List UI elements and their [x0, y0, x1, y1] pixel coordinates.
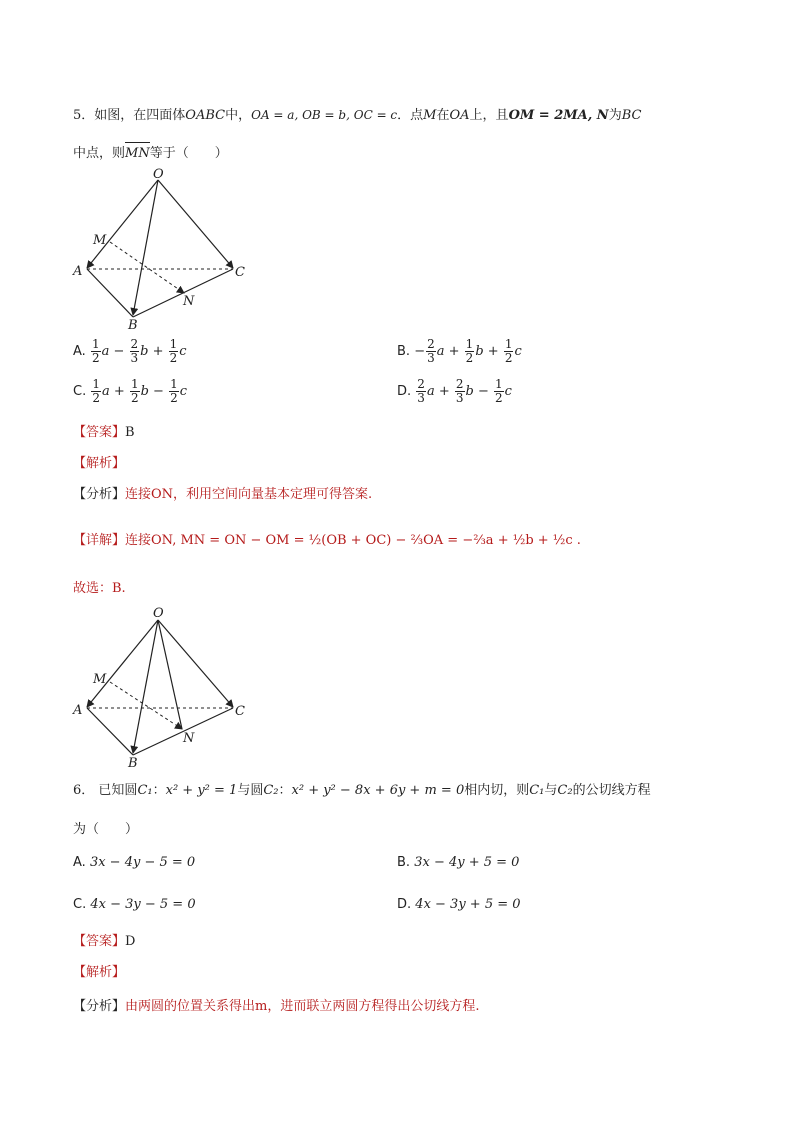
option-letter: B.	[397, 855, 411, 870]
q5-number: 5．	[73, 108, 95, 123]
option-letter: B.	[397, 344, 411, 359]
q5-option-b[interactable]: B. − $\frac{2}{3}$ a + $\frac{1}{2}$ b + $\frac{1}{2}$ c	[397, 337, 522, 365]
option-letter: A.	[73, 344, 86, 359]
fenxi-tag: 【分析】	[73, 999, 126, 1014]
q5-option-d[interactable]: D. $\frac{2}{3}$ a + $\frac{2}{3}$ b − $\frac{1}{2}$ c	[397, 377, 512, 405]
q5-xiangjie	[73, 532, 581, 550]
q5-fenxi	[73, 486, 372, 504]
q6-text: 与	[544, 783, 558, 798]
q5-answer	[73, 424, 135, 442]
q6-option-d[interactable]	[397, 897, 521, 912]
fig1-label-b: B	[128, 318, 138, 333]
q5-tetra-name: OABC	[185, 108, 226, 123]
q5-segment-bc: BC	[621, 108, 642, 123]
q5-stem-line2	[73, 145, 228, 163]
q5-option-a[interactable]: A. $\frac{1}{2}$ a − $\frac{2}{3}$ b + $\frac{1}{2}$ c	[73, 337, 187, 365]
fig1-label-o: O	[153, 167, 164, 182]
option-eq: 3x − 4y − 5 = 0	[89, 855, 196, 870]
q5-text: 中，	[225, 108, 252, 123]
q6-analysis-tag: 【解析】	[73, 965, 126, 980]
fig2-label-n: N	[183, 731, 195, 746]
q6-option-b[interactable]	[397, 855, 519, 870]
q6-text: 与圆	[237, 783, 264, 798]
q5-text: 在	[436, 108, 450, 123]
q6-eq2: x² + y² − 8x + 6y + m = 0	[291, 783, 465, 798]
q5-solution-figure	[70, 603, 260, 773]
fig1-label-a: A	[73, 264, 83, 279]
answer-tag: 【答案】	[73, 934, 126, 949]
fig2-label-o: O	[153, 606, 164, 621]
q6-text: 已知圆	[98, 783, 138, 798]
q6-c1: C₁	[137, 783, 153, 798]
q6-option-c[interactable]	[73, 897, 196, 912]
option-letter: D.	[397, 384, 412, 399]
fig2-label-b: B	[128, 756, 138, 771]
q5-guxuan: 故选：B.	[73, 581, 126, 596]
q5-relation: OM = 2MA, N	[508, 108, 609, 123]
answer-value: B	[125, 425, 135, 440]
q5-text: 中点，则	[73, 146, 126, 161]
option-letter: C.	[73, 384, 87, 399]
q5-given-vectors: OA = a, OB = b, OC = c	[251, 108, 398, 122]
fig2-label-m: M	[93, 672, 107, 687]
q5-text: 等于（ ）	[149, 146, 228, 161]
fig1-label-c: C	[235, 265, 245, 280]
q5-text: ．点	[397, 108, 424, 123]
q6-option-a[interactable]	[73, 855, 195, 870]
q6-c2: C₂	[263, 783, 279, 798]
q6-answer	[73, 933, 135, 951]
option-eq: 4x − 3y + 5 = 0	[415, 897, 521, 912]
q5-tetrahedron-figure	[70, 165, 260, 335]
fig1-label-n: N	[183, 294, 195, 309]
answer-value: D	[125, 934, 136, 949]
q5-segment-oa: OA	[449, 108, 470, 123]
fenxi-text: 连接ON，利用空间向量基本定理可得答案.	[125, 487, 373, 502]
option-letter: D.	[397, 897, 412, 912]
q5-stem-line1	[73, 106, 641, 125]
q6-fenxi	[73, 998, 479, 1016]
q5-point-m: M	[423, 108, 437, 123]
q6-eq1: x² + y² = 1	[165, 783, 238, 798]
q6-text: 的公切线方程	[572, 783, 651, 798]
q5-vector-mn: MN	[125, 146, 150, 161]
fig2-label-a: A	[73, 703, 83, 718]
q5-text: 为	[608, 108, 622, 123]
q6-c1-ref: C₁	[529, 783, 545, 798]
q6-stem-line2: 为（ ）	[73, 822, 139, 837]
q5-option-c[interactable]: C. $\frac{1}{2}$ a + $\frac{1}{2}$ b − $\frac{1}{2}$ c	[73, 377, 187, 405]
fenxi-tag: 【分析】	[73, 487, 126, 502]
q6-text: 相内切，则	[464, 783, 530, 798]
xiangjie-tag: 【详解】	[73, 533, 126, 548]
fig2-label-c: C	[235, 704, 245, 719]
q6-c2-ref: C₂	[557, 783, 573, 798]
q6-stem-line1: 6． 已知圆C₁：x² + y² = 1与圆C₂：x² + y² − 8x + 6y + m = 0相内切，则C₁与C₂的公切线方程	[73, 783, 651, 798]
fig1-label-m: M	[93, 233, 107, 248]
q5-analysis-tag: 【解析】	[73, 456, 126, 471]
xiangjie-text: 连接ON, MN = ON − OM = ½(OB + OC) − ⅔OA = −⅔a + ½b + ½c .	[125, 533, 581, 548]
option-letter: A.	[73, 855, 86, 870]
q5-text: 如图，在四面体	[94, 108, 186, 123]
fenxi-text: 由两圆的位置关系得出m，进而联立两圆方程得出公切线方程.	[125, 999, 480, 1014]
q5-text: 上，且	[469, 108, 509, 123]
answer-tag: 【答案】	[73, 425, 126, 440]
option-eq: 4x − 3y − 5 = 0	[90, 897, 196, 912]
option-letter: C.	[73, 897, 87, 912]
option-eq: 3x − 4y + 5 = 0	[414, 855, 520, 870]
q6-number: 6．	[73, 783, 95, 798]
